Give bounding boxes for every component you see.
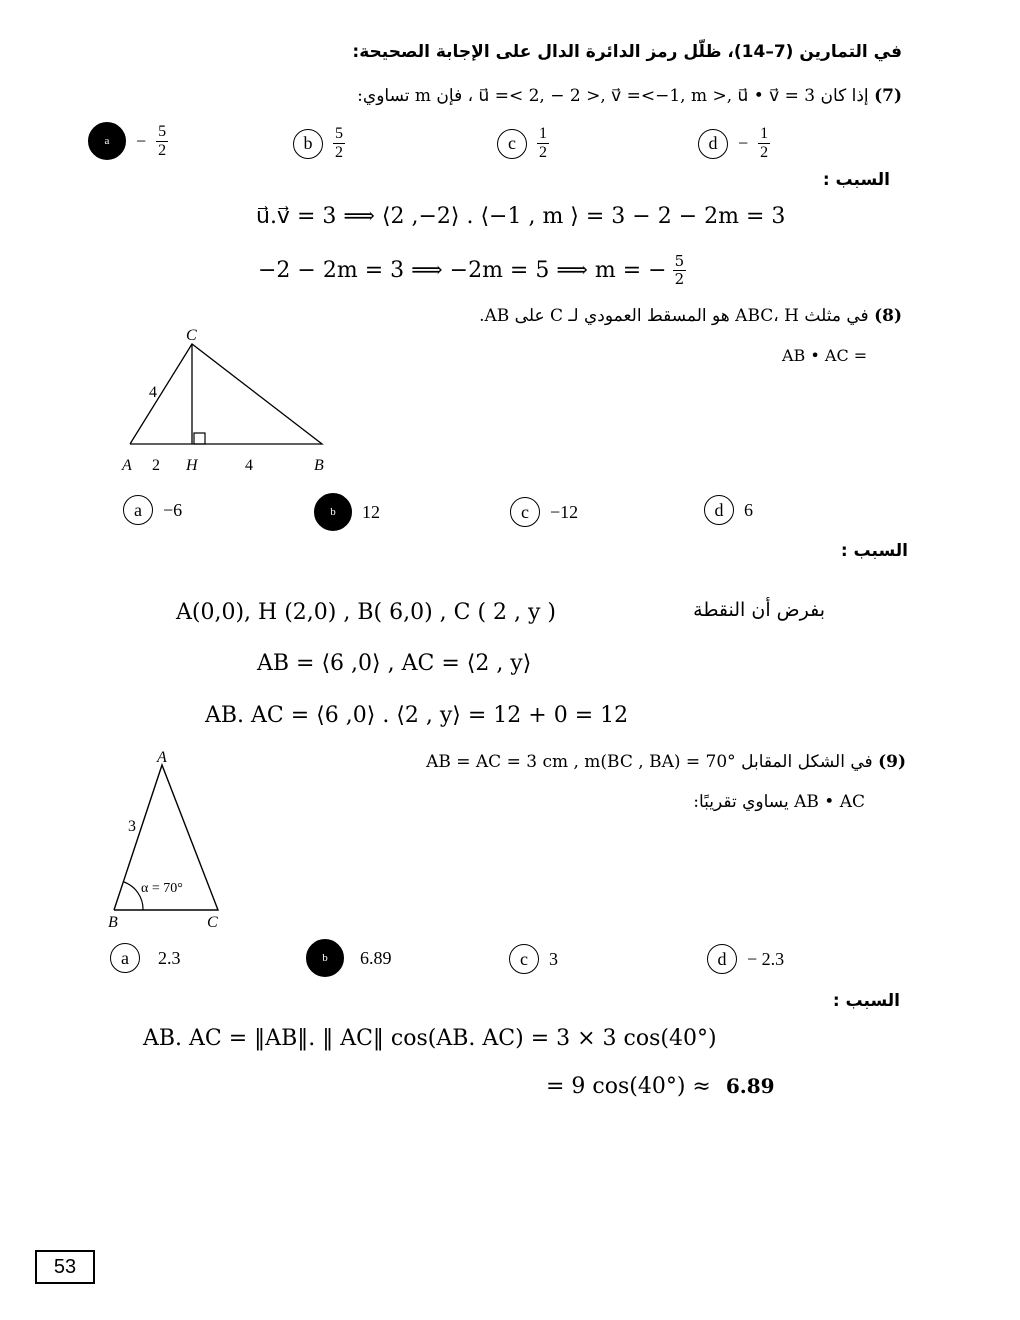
q9-label-b: B xyxy=(108,914,118,931)
q9-work-line1: AB. AC = ‖AB‖. ‖ AC‖ cos(AB. AC) = 3 × 3 cos(40°) xyxy=(143,1026,717,1051)
q7-option-a-fraction: $\frac{5}{2}$ xyxy=(158,122,167,159)
q9-text: في الشكل المقابل xyxy=(741,752,873,772)
exercise-instructions: في التمارين (7–14)، ظلّل رمز الدائرة الدال على الإجابة الصحيحة: xyxy=(352,42,902,62)
q7-option-b-fraction: $\frac{5}{2}$ xyxy=(335,125,343,161)
q9-work-line2 xyxy=(546,1074,775,1099)
q8-label-a: A xyxy=(122,457,132,474)
q8-label-ac-length: 4 xyxy=(149,384,157,401)
q7-work-line1: u⃗.v⃗ = 3 ⟹ ⟨2 ,−2⟩ . ⟨−1 , m ⟩ = 3 − 2 − 2m = 3 xyxy=(256,204,786,229)
q9-statement xyxy=(346,752,906,772)
q7-option-d-sign: − xyxy=(738,133,749,153)
q8-option-b-value: 12 xyxy=(362,501,380,522)
q7-statement xyxy=(262,86,902,106)
q8-option-d[interactable] xyxy=(704,495,753,525)
q9-option-a[interactable] xyxy=(110,943,181,973)
q8-work-line1: A(0,0), H (2,0) , B( 6,0) , C ( 2 , y ) xyxy=(176,600,557,625)
q7-reason-label: السبب : xyxy=(822,170,890,190)
q7-option-d-fraction: $\frac{1}{2}$ xyxy=(760,125,769,161)
q8-label-b: B xyxy=(314,457,324,474)
q9-expression: AB = AC = 3 cm , m(BC , BA) = 70° xyxy=(426,752,736,772)
q7-text: إذا كان xyxy=(820,86,869,106)
q7-option-c[interactable] xyxy=(497,126,549,161)
q7-option-b-circle[interactable]: b xyxy=(293,129,323,159)
q8-text: في مثلث ABC، H هو المسقط العمودي لـ C على AB. xyxy=(479,306,869,326)
q8-option-c[interactable] xyxy=(510,497,578,527)
q9-final-answer: 6.89 xyxy=(725,1074,775,1098)
q7-option-a-sign: − xyxy=(136,130,147,151)
q9-option-b[interactable] xyxy=(306,939,392,977)
q8-label-h: H xyxy=(186,457,198,474)
q7-option-d-circle[interactable]: d xyxy=(698,129,728,159)
q9-line2-text: يساوي تقريبًا: xyxy=(693,792,789,812)
q8-option-b[interactable] xyxy=(314,493,380,531)
q8-option-a[interactable] xyxy=(123,495,182,525)
q9-reason-label: السبب : xyxy=(832,991,900,1011)
q9-option-c[interactable] xyxy=(509,944,558,974)
q8-statement xyxy=(382,306,902,326)
q9-triangle-figure xyxy=(100,745,240,935)
q9-line2-expression: AB • AC xyxy=(794,792,865,812)
q9-option-c-value: 3 xyxy=(549,948,558,969)
q9-option-d[interactable] xyxy=(707,944,784,974)
q9-label-c: C xyxy=(207,914,218,931)
q8-number: (8) xyxy=(874,306,902,326)
q8-reason-label: السبب : xyxy=(840,541,908,561)
q8-option-d-value: 6 xyxy=(744,499,753,520)
q9-label-angle: α = 70° xyxy=(141,881,183,896)
q7-option-a[interactable] xyxy=(88,122,168,160)
q8-triangle xyxy=(130,344,322,444)
q8-option-c-circle[interactable]: c xyxy=(510,497,540,527)
right-angle-mark xyxy=(194,433,205,444)
q8-option-b-circle[interactable]: b xyxy=(314,493,352,531)
q9-label-side: 3 xyxy=(128,818,136,835)
q7-work-line2 xyxy=(258,254,686,287)
q9-statement-line2 xyxy=(445,792,865,812)
q9-label-a: A xyxy=(157,749,167,766)
q9-option-c-circle[interactable]: c xyxy=(509,944,539,974)
q7-tail: ، فإن m تساوي: xyxy=(357,86,474,106)
q8-work-line3: AB. AC = ⟨6 ,0⟩ . ⟨2 , y⟩ = 12 + 0 = 12 xyxy=(205,703,629,728)
q8-option-a-circle[interactable]: a xyxy=(123,495,153,525)
q9-option-b-value: 6.89 xyxy=(360,947,392,968)
page-number: 53 xyxy=(35,1250,95,1284)
q8-label-ah-length: 2 xyxy=(152,457,160,474)
q8-option-c-value: −12 xyxy=(550,501,579,522)
q8-assume-text: بفرض أن النقطة xyxy=(693,599,825,621)
q9-option-d-circle[interactable]: d xyxy=(707,944,737,974)
q8-triangle-figure xyxy=(110,322,340,482)
q9-option-b-circle[interactable]: b xyxy=(306,939,344,977)
q9-option-d-value: − 2.3 xyxy=(747,948,785,969)
q7-work-fraction: $\frac{5}{2}$ xyxy=(674,252,685,288)
q7-work-line2-text: −2 − 2m = 3 ⟹ −2m = 5 ⟹ m = − xyxy=(258,258,667,283)
q8-option-a-value: −6 xyxy=(163,499,183,520)
q8-work-line2: AB = ⟨6 ,0⟩ , AC = ⟨2 , y⟩ xyxy=(257,651,532,676)
q9-option-a-circle[interactable]: a xyxy=(110,943,140,973)
q8-expression: AB • AC = xyxy=(782,346,868,365)
q7-option-c-circle[interactable]: c xyxy=(497,129,527,159)
q9-number: (9) xyxy=(878,752,906,772)
q9-option-a-value: 2.3 xyxy=(158,947,181,968)
q8-option-d-circle[interactable]: d xyxy=(704,495,734,525)
q7-number: (7) xyxy=(874,86,902,106)
q8-label-c: C xyxy=(186,327,197,344)
q8-label-hb-length: 4 xyxy=(245,457,253,474)
q7-expression: u⃗ =< 2, − 2 >, v⃗ =<−1, m >, u⃗ • v⃗ = 3 xyxy=(478,86,816,106)
q7-option-a-circle[interactable]: a xyxy=(88,122,126,160)
q7-option-c-fraction: $\frac{1}{2}$ xyxy=(539,125,547,161)
q9-work-line2-text: = 9 cos(40°) ≈ xyxy=(546,1074,711,1099)
q7-option-b[interactable] xyxy=(293,126,345,161)
q7-option-d[interactable] xyxy=(698,126,770,161)
